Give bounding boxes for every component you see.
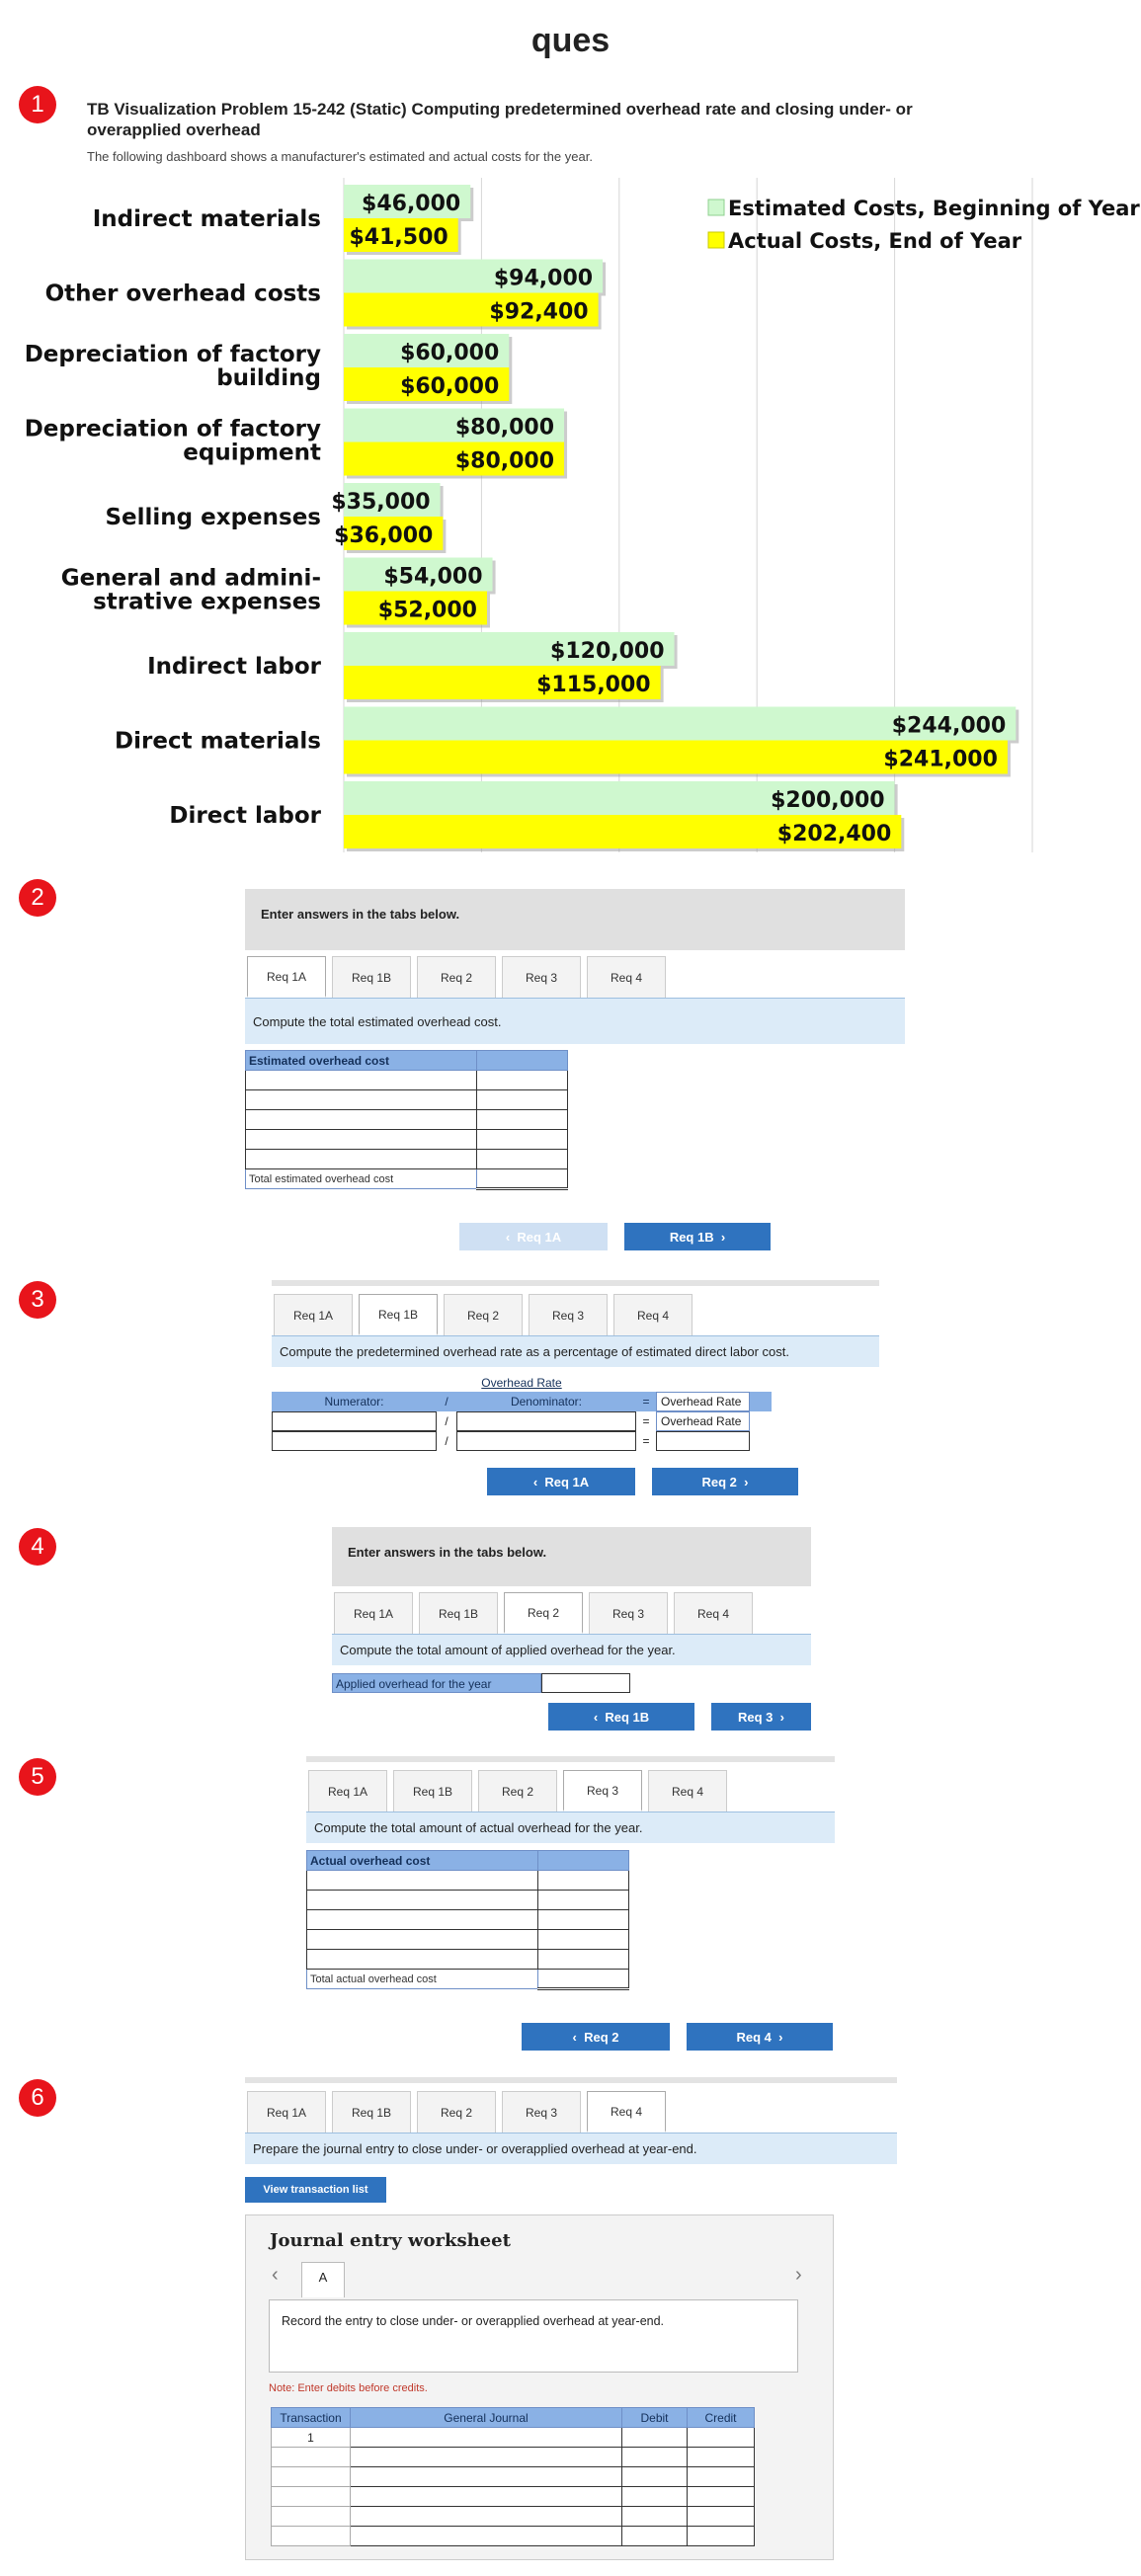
cost-name-input[interactable] <box>307 1950 538 1970</box>
credit-input[interactable] <box>688 2487 755 2507</box>
overhead-rate-input[interactable] <box>656 1431 750 1451</box>
entry-tab-a[interactable]: A <box>301 2262 345 2297</box>
tab-req-4[interactable]: Req 4 <box>613 1294 693 1335</box>
overhead-rate-label: Overhead Rate <box>656 1411 750 1431</box>
debit-input[interactable] <box>622 2487 688 2507</box>
overhead-rate-label: Overhead Rate <box>656 1392 750 1411</box>
step-number-5: 5 <box>19 1758 56 1796</box>
step-number-4: 4 <box>19 1528 56 1566</box>
formula-header <box>272 1392 772 1411</box>
tab-req-2[interactable]: Req 2 <box>417 956 496 998</box>
tab-req-3[interactable]: Req 3 <box>529 1294 608 1335</box>
category-label: building <box>216 365 321 391</box>
cost-name-input[interactable] <box>307 1930 538 1950</box>
debit-input[interactable] <box>622 2428 688 2448</box>
actual-overhead-table <box>306 1850 629 1990</box>
data-label-estimated: $60,000 <box>400 341 500 365</box>
debit-input[interactable] <box>622 2507 688 2527</box>
slash: / <box>445 1414 448 1428</box>
enter-answers-banner: Enter answers in the tabs below. <box>245 889 905 950</box>
col-credit: Credit <box>688 2408 755 2428</box>
tab-req-1b[interactable]: Req 1B <box>332 2091 411 2133</box>
data-label-estimated: $120,000 <box>550 639 665 664</box>
instruction: Compute the total amount of actual overhead for the year. <box>306 1811 835 1843</box>
category-label: Direct labor <box>169 803 321 829</box>
tab-req-2[interactable]: Req 2 <box>504 1592 583 1634</box>
debits-note: Note: Enter debits before credits. <box>269 2382 428 2394</box>
cost-amount-input[interactable] <box>477 1130 568 1150</box>
total-label: Total actual overhead cost <box>307 1970 538 1989</box>
account-input[interactable] <box>351 2487 622 2507</box>
cost-amount-input[interactable] <box>477 1150 568 1169</box>
step-number-2: 2 <box>19 879 56 917</box>
tab-req-4[interactable]: Req 4 <box>587 2091 666 2133</box>
problem-title: TB Visualization Problem 15-242 (Static) Computing predetermined overhead rate and closing under- or overapplied overhead <box>87 100 913 139</box>
total-label: Total estimated overhead cost <box>246 1169 477 1189</box>
table-header: Actual overhead cost <box>307 1851 538 1871</box>
col-general-journal: General Journal <box>351 2408 622 2428</box>
overhead-rate-table <box>272 1376 772 1451</box>
col-debit: Debit <box>622 2408 688 2428</box>
tab-req-1a[interactable]: Req 1A <box>308 1770 387 1811</box>
table-header: Estimated overhead cost <box>246 1051 477 1071</box>
category-label: Depreciation of factory <box>24 342 321 367</box>
tab-req-4[interactable]: Req 4 <box>587 956 666 998</box>
tab-req-1a[interactable]: Req 1A <box>247 2091 326 2133</box>
data-label-estimated: $35,000 <box>331 490 431 515</box>
credit-input[interactable] <box>688 2467 755 2487</box>
legend-label-actual: Actual Costs, End of Year <box>728 229 1022 253</box>
applied-overhead-label: Applied overhead for the year <box>332 1673 541 1693</box>
tab-req-1b[interactable]: Req 1B <box>393 1770 472 1811</box>
cost-name-input[interactable] <box>307 1871 538 1891</box>
legend-label-estimated: Estimated Costs, Beginning of Year <box>728 197 1140 220</box>
overhead-rate-title: Overhead Rate <box>481 1376 562 1390</box>
transaction-cell <box>272 2527 351 2546</box>
cost-name-input[interactable] <box>307 1910 538 1930</box>
cost-name-input[interactable] <box>246 1071 477 1090</box>
account-input[interactable] <box>351 2428 622 2448</box>
transaction-number: 1 <box>272 2428 351 2448</box>
formula-row <box>272 1431 772 1451</box>
cost-amount-input[interactable] <box>538 1910 629 1930</box>
total-amount-input[interactable] <box>477 1169 568 1189</box>
transaction-cell <box>272 2467 351 2487</box>
category-label: Depreciation of factory <box>24 416 321 443</box>
instruction: Compute the total estimated overhead cost. <box>245 998 905 1044</box>
data-label-estimated: $46,000 <box>362 192 461 216</box>
denominator-label: Denominator: <box>510 1395 583 1409</box>
record-entry-text: Record the entry to close under- or overapplied overhead at year-end. <box>269 2299 798 2373</box>
cost-bar-chart <box>0 178 1141 859</box>
col-transaction: Transaction <box>272 2408 351 2428</box>
table-header-value <box>477 1051 568 1071</box>
tab-req-3[interactable]: Req 3 <box>563 1770 642 1811</box>
enter-answers-banner: Enter answers in the tabs below. <box>332 1527 811 1586</box>
tab-req-1a[interactable]: Req 1A <box>274 1294 353 1335</box>
tab-bar-2 <box>334 1592 759 1634</box>
problem-description: The following dashboard shows a manufacturer's estimated and actual costs for the year. <box>87 149 593 164</box>
numerator-input[interactable] <box>272 1431 437 1451</box>
applied-overhead-input[interactable] <box>541 1673 630 1693</box>
journal-table <box>271 2407 755 2546</box>
tab-req-2[interactable]: Req 2 <box>478 1770 557 1811</box>
equals: = <box>642 1414 650 1428</box>
applied-overhead-row <box>332 1673 630 1693</box>
category-label: Indirect labor <box>147 654 321 680</box>
category-label: Indirect materials <box>92 206 321 232</box>
data-label-actual: $52,000 <box>377 598 477 623</box>
cost-name-input[interactable] <box>307 1891 538 1910</box>
tab-bar-4 <box>247 2091 672 2133</box>
step-number-1: 1 <box>19 86 56 123</box>
denominator-input[interactable] <box>456 1431 636 1451</box>
tab-bar-3 <box>308 1770 733 1811</box>
data-label-actual: $36,000 <box>334 523 434 548</box>
section-divider <box>245 2077 897 2083</box>
tab-req-2[interactable]: Req 2 <box>417 2091 496 2133</box>
tab-req-1b[interactable]: Req 1B <box>332 956 411 998</box>
category-label: General and admini- <box>60 565 321 592</box>
data-label-actual: $202,400 <box>776 822 892 846</box>
data-label-actual: $60,000 <box>400 374 500 399</box>
cost-name-input[interactable] <box>246 1130 477 1150</box>
page-title: ques <box>530 22 611 59</box>
debit-input[interactable] <box>622 2527 688 2546</box>
slash: / <box>445 1395 448 1409</box>
tab-req-3[interactable]: Req 3 <box>502 2091 581 2133</box>
data-label-estimated: $80,000 <box>454 415 555 441</box>
tab-req-1a[interactable]: Req 1A <box>334 1592 413 1634</box>
instruction: Compute the predetermined overhead rate as a percentage of estimated direct labor cost. <box>272 1335 879 1367</box>
tab-req-1b[interactable]: Req 1B <box>419 1592 498 1634</box>
equals: = <box>642 1395 650 1409</box>
tab-req-1b[interactable]: Req 1B <box>359 1294 438 1335</box>
denominator-input[interactable] <box>456 1411 636 1431</box>
data-label-estimated: $94,000 <box>493 266 594 291</box>
transaction-cell <box>272 2448 351 2467</box>
numerator-input[interactable] <box>272 1411 437 1431</box>
cost-name-input[interactable] <box>246 1110 477 1130</box>
step-number-3: 3 <box>19 1281 56 1319</box>
cost-name-input[interactable] <box>246 1090 477 1110</box>
next-entry-icon[interactable]: › <box>795 2264 802 2286</box>
category-label: Direct materials <box>115 728 321 755</box>
prev-req-button[interactable]: ‹ Req 1A <box>487 1468 635 1495</box>
formula-row <box>272 1411 772 1431</box>
data-label-actual: $41,500 <box>349 225 448 250</box>
prev-req-button[interactable]: ‹ Req 1A <box>459 1223 608 1250</box>
category-label: strative expenses <box>93 589 321 615</box>
step-number-6: 6 <box>19 2079 56 2117</box>
total-amount-input[interactable] <box>538 1970 629 1989</box>
data-label-actual: $115,000 <box>536 673 651 697</box>
prev-req-button[interactable]: ‹ Req 1B <box>548 1703 694 1731</box>
section-divider <box>272 1280 879 1286</box>
next-req-button[interactable]: Req 1B › <box>624 1223 771 1250</box>
instruction: Prepare the journal entry to close under- or overapplied overhead at year-end. <box>245 2133 897 2164</box>
tab-req-2[interactable]: Req 2 <box>444 1294 523 1335</box>
category-label: Selling expenses <box>105 505 321 530</box>
worksheet-title: Journal entry worksheet <box>270 2230 511 2251</box>
equals: = <box>642 1434 650 1448</box>
tab-req-1a[interactable]: Req 1A <box>247 956 326 998</box>
next-req-button[interactable]: Req 2 › <box>652 1468 798 1495</box>
cost-amount-input[interactable] <box>538 1950 629 1970</box>
tab-req-4[interactable]: Req 4 <box>674 1592 753 1634</box>
tab-bar-1a <box>247 956 672 998</box>
transaction-cell <box>272 2487 351 2507</box>
cost-amount-input[interactable] <box>538 1871 629 1891</box>
slash: / <box>445 1434 448 1448</box>
numerator-label: Numerator: <box>324 1395 384 1409</box>
estimated-overhead-table <box>245 1050 568 1190</box>
prev-req-button[interactable]: ‹ Req 2 <box>522 2023 670 2051</box>
account-input[interactable] <box>351 2507 622 2527</box>
tab-req-3[interactable]: Req 3 <box>589 1592 668 1634</box>
tab-req-4[interactable]: Req 4 <box>648 1770 727 1811</box>
cost-amount-input[interactable] <box>477 1110 568 1130</box>
account-input[interactable] <box>351 2527 622 2546</box>
cost-amount-input[interactable] <box>477 1071 568 1090</box>
credit-input[interactable] <box>688 2527 755 2546</box>
credit-input[interactable] <box>688 2507 755 2527</box>
credit-input[interactable] <box>688 2428 755 2448</box>
data-label-actual: $241,000 <box>883 747 998 772</box>
data-label-actual: $92,400 <box>489 299 589 325</box>
tab-bar-1b <box>274 1294 698 1335</box>
category-label: Other overhead costs <box>44 281 321 307</box>
transaction-cell <box>272 2507 351 2527</box>
prev-entry-icon[interactable]: ‹ <box>272 2264 279 2286</box>
debit-input[interactable] <box>622 2467 688 2487</box>
category-label: equipment <box>183 440 321 466</box>
cost-name-input[interactable] <box>246 1150 477 1169</box>
legend-swatch-actual <box>708 232 724 248</box>
cost-amount-input[interactable] <box>538 1930 629 1950</box>
data-label-estimated: $54,000 <box>383 564 483 590</box>
cost-amount-input[interactable] <box>538 1891 629 1910</box>
next-req-button[interactable]: Req 3 › <box>711 1703 811 1731</box>
legend-swatch-estimated <box>708 200 724 215</box>
next-req-button[interactable]: Req 4 › <box>687 2023 833 2051</box>
debit-input[interactable] <box>622 2448 688 2467</box>
account-input[interactable] <box>351 2448 622 2467</box>
instruction: Compute the total amount of applied overhead for the year. <box>332 1634 811 1665</box>
tab-req-3[interactable]: Req 3 <box>502 956 581 998</box>
data-label-estimated: $244,000 <box>891 713 1007 739</box>
data-label-actual: $80,000 <box>454 448 555 474</box>
cost-amount-input[interactable] <box>477 1090 568 1110</box>
account-input[interactable] <box>351 2467 622 2487</box>
data-label-estimated: $200,000 <box>771 788 885 813</box>
view-transaction-list-button[interactable]: View transaction list <box>245 2177 386 2203</box>
credit-input[interactable] <box>688 2448 755 2467</box>
table-header-value <box>538 1851 629 1871</box>
section-divider <box>306 1756 835 1762</box>
